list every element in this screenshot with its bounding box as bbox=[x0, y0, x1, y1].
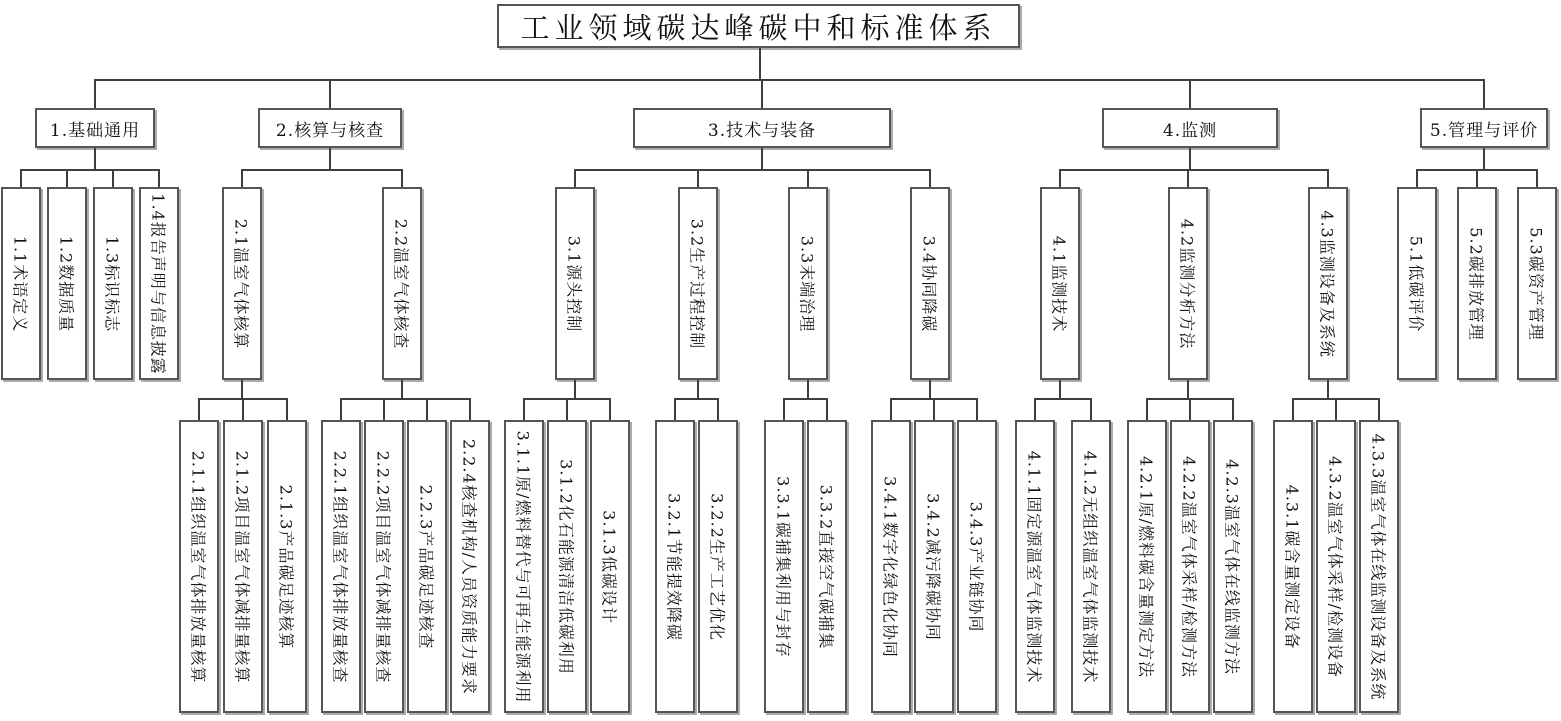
node-3-4-2 bbox=[914, 420, 954, 713]
category-box-3 bbox=[633, 108, 891, 148]
connector-line bbox=[759, 48, 761, 80]
connector-line bbox=[286, 399, 288, 420]
node-3-1-1-label: 3.1.1原/燃料替代与可再生能源利用 bbox=[513, 429, 533, 704]
node-2-2-3 bbox=[407, 420, 447, 713]
connector-line bbox=[241, 380, 243, 399]
category-box-4 bbox=[1102, 108, 1278, 148]
node-4-3-2 bbox=[1316, 420, 1356, 713]
node-4-3-1-label: 4.3.1碳含量测定设备 bbox=[1282, 484, 1302, 649]
node-4-2-1 bbox=[1127, 420, 1167, 713]
connector-line bbox=[697, 170, 699, 187]
node-2-1-3-label: 2.1.3产品碳足迹核算 bbox=[276, 484, 296, 649]
connector-line bbox=[933, 399, 935, 420]
node-3-4-3 bbox=[957, 420, 997, 713]
connector-line bbox=[1189, 80, 1191, 108]
connector-line bbox=[574, 169, 931, 171]
node-4-2-1-label: 4.2.1原/燃料碳含量测定方法 bbox=[1136, 455, 1156, 678]
connector-line bbox=[1327, 170, 1329, 187]
node-5-2 bbox=[1457, 187, 1497, 380]
connector-line bbox=[1189, 148, 1191, 170]
node-3-3-2 bbox=[807, 420, 847, 713]
node-2-1-2 bbox=[223, 420, 263, 713]
connector-line bbox=[783, 398, 828, 400]
node-4-2-2-label: 4.2.2温室气体采样/检测方法 bbox=[1179, 455, 1199, 678]
node-4-3-label: 4.3监测设备及系统 bbox=[1317, 209, 1337, 358]
connector-line bbox=[198, 399, 200, 420]
node-3-1-3-label: 3.1.3低碳设计 bbox=[599, 509, 619, 624]
connector-line bbox=[976, 399, 978, 420]
connector-line bbox=[66, 170, 68, 187]
node-4-1 bbox=[1040, 187, 1080, 380]
connector-line bbox=[1189, 399, 1191, 420]
connector-line bbox=[1335, 399, 1337, 420]
node-3-1-1 bbox=[504, 420, 544, 713]
node-4-2-3-label: 4.2.3温室气体在线监测方法 bbox=[1222, 458, 1242, 675]
node-4-3-1 bbox=[1273, 420, 1313, 713]
node-3-2-2-label: 3.2.2生产工艺优化 bbox=[707, 492, 727, 641]
node-3-2-2 bbox=[698, 420, 738, 713]
chart-title-box bbox=[497, 4, 1020, 48]
connector-line bbox=[401, 380, 403, 399]
node-1-3 bbox=[93, 187, 133, 380]
connector-line bbox=[929, 170, 931, 187]
category-box-2 bbox=[258, 108, 402, 148]
node-1-1-label: 1.1术语定义 bbox=[10, 235, 30, 332]
node-4-1-2-label: 4.1.2无组织温室气体监测技术 bbox=[1080, 450, 1100, 683]
node-2-2-3-label: 2.2.3产品碳足迹核查 bbox=[416, 484, 436, 649]
node-4-1-2 bbox=[1071, 420, 1111, 713]
node-2-1-1 bbox=[179, 420, 219, 713]
node-1-3-label: 1.3标识标志 bbox=[102, 235, 122, 332]
chart-title: 工业领域碳达峰碳中和标准体系 bbox=[520, 10, 997, 45]
node-1-1 bbox=[1, 187, 41, 380]
connector-line bbox=[1483, 148, 1485, 170]
node-2-2-4-label: 2.2.4核查机构/人员资质能力要求 bbox=[459, 438, 479, 695]
connector-line bbox=[1536, 170, 1538, 187]
node-1-2 bbox=[47, 187, 87, 380]
node-5-1-label: 5.1低碳评价 bbox=[1406, 235, 1426, 332]
connector-line bbox=[401, 170, 403, 187]
connector-line bbox=[1059, 169, 1329, 171]
node-4-3-2-label: 4.3.2温室气体采样/检测设备 bbox=[1325, 455, 1345, 678]
connector-line bbox=[674, 399, 676, 420]
node-2-2-2 bbox=[364, 420, 404, 713]
category-label-2: 2.核算与核查 bbox=[275, 120, 385, 141]
connector-line bbox=[1034, 398, 1092, 400]
node-5-2-label: 5.2碳排放管理 bbox=[1466, 226, 1486, 341]
node-3-4-3-label: 3.4.3产业链协同 bbox=[966, 501, 986, 632]
connector-line bbox=[94, 148, 96, 170]
connector-line bbox=[1378, 399, 1380, 420]
node-1-2-label: 1.2数据质量 bbox=[56, 235, 76, 332]
node-3-4 bbox=[910, 187, 950, 380]
connector-line bbox=[807, 170, 809, 187]
connector-line bbox=[674, 398, 719, 400]
connector-line bbox=[1187, 380, 1189, 399]
connector-line bbox=[826, 399, 828, 420]
node-2-1 bbox=[222, 187, 262, 380]
node-3-3-1-label: 3.3.1碳捕集利用与封存 bbox=[773, 475, 793, 658]
node-3-3 bbox=[788, 187, 828, 380]
connector-line bbox=[242, 399, 244, 420]
node-3-4-2-label: 3.4.2减污降碳协同 bbox=[923, 492, 943, 641]
connector-line bbox=[1146, 399, 1148, 420]
node-3-1 bbox=[555, 187, 595, 380]
connector-line bbox=[112, 170, 114, 187]
connector-line bbox=[1483, 80, 1485, 108]
node-2-2-1-label: 2.2.1组织温室气体排放量核查 bbox=[330, 450, 350, 683]
connector-line bbox=[329, 80, 331, 108]
category-label-1: 1.基础通用 bbox=[49, 120, 141, 141]
node-3-1-label: 3.1源头控制 bbox=[564, 235, 584, 332]
category-label-4: 4.监测 bbox=[1162, 120, 1218, 141]
connector-line bbox=[1090, 399, 1092, 420]
node-4-1-1 bbox=[1015, 420, 1055, 713]
connector-line bbox=[383, 399, 385, 420]
node-4-2 bbox=[1168, 187, 1208, 380]
connector-line bbox=[94, 79, 1485, 81]
connector-line bbox=[697, 380, 699, 399]
node-4-3-3 bbox=[1359, 420, 1399, 713]
node-3-2-label: 3.2生产过程控制 bbox=[687, 218, 707, 349]
connector-line bbox=[340, 399, 342, 420]
node-2-1-1-label: 2.1.1组织温室气体排放量核算 bbox=[188, 450, 208, 683]
node-3-4-1 bbox=[871, 420, 911, 713]
node-3-4-1-label: 3.4.1数字化绿色化协同 bbox=[880, 475, 900, 658]
node-4-3 bbox=[1308, 187, 1348, 380]
node-5-3-label: 5.3碳资产管理 bbox=[1526, 226, 1546, 341]
node-4-2-label: 4.2监测分析方法 bbox=[1177, 218, 1197, 349]
connector-line bbox=[890, 399, 892, 420]
node-5-3 bbox=[1517, 187, 1557, 380]
connector-line bbox=[929, 380, 931, 399]
category-label-3: 3.技术与装备 bbox=[707, 120, 817, 141]
connector-line bbox=[574, 170, 576, 187]
node-3-2 bbox=[678, 187, 718, 380]
node-2-1-2-label: 2.1.2项目温室气体减排量核算 bbox=[232, 450, 252, 683]
node-2-2-2-label: 2.2.2项目温室气体减排量核查 bbox=[373, 450, 393, 683]
node-3-1-2 bbox=[547, 420, 587, 713]
connector-line bbox=[783, 399, 785, 420]
connector-line bbox=[20, 169, 160, 171]
connector-line bbox=[329, 148, 331, 170]
connector-line bbox=[426, 399, 428, 420]
node-3-3-1 bbox=[764, 420, 804, 713]
node-3-1-2-label: 3.1.2化石能源清洁低碳利用 bbox=[556, 458, 576, 675]
connector-line bbox=[20, 170, 22, 187]
node-2-1-3 bbox=[267, 420, 307, 713]
node-1-4 bbox=[139, 187, 179, 380]
connector-line bbox=[609, 399, 611, 420]
category-box-1 bbox=[35, 108, 155, 148]
connector-line bbox=[523, 399, 525, 420]
node-3-4-label: 3.4协同降碳 bbox=[919, 235, 939, 332]
connector-line bbox=[1327, 380, 1329, 399]
connector-line bbox=[566, 399, 568, 420]
node-4-3-3-label: 4.3.3温室气体在线监测设备及系统 bbox=[1368, 433, 1388, 700]
node-3-3-2-label: 3.3.2直接空气碳捕集 bbox=[816, 484, 836, 649]
connector-line bbox=[158, 170, 160, 187]
node-4-1-1-label: 4.1.1固定源温室气体监测技术 bbox=[1024, 450, 1044, 683]
connector-line bbox=[1187, 170, 1189, 187]
node-2-2 bbox=[382, 187, 422, 380]
connector-line bbox=[241, 170, 243, 187]
category-label-5: 5.管理与评价 bbox=[1429, 120, 1539, 141]
connector-line bbox=[807, 380, 809, 399]
connector-line bbox=[469, 399, 471, 420]
connector-line bbox=[1292, 399, 1294, 420]
node-3-1-3 bbox=[590, 420, 630, 713]
connector-line bbox=[1059, 380, 1061, 399]
connector-line bbox=[761, 80, 763, 108]
node-2-2-label: 2.2温室气体核查 bbox=[391, 218, 411, 349]
connector-line bbox=[717, 399, 719, 420]
connector-line bbox=[574, 380, 576, 399]
node-4-2-2 bbox=[1170, 420, 1210, 713]
connector-line bbox=[94, 80, 96, 108]
connector-line bbox=[1232, 399, 1234, 420]
node-2-2-1 bbox=[321, 420, 361, 713]
node-5-1 bbox=[1397, 187, 1437, 380]
node-3-3-label: 3.3末端治理 bbox=[797, 235, 817, 332]
node-2-1-label: 2.1温室气体核算 bbox=[231, 218, 251, 349]
node-3-2-1 bbox=[655, 420, 695, 713]
node-4-2-3 bbox=[1213, 420, 1253, 713]
connector-line bbox=[241, 169, 403, 171]
connector-line bbox=[1476, 170, 1478, 187]
connector-line bbox=[1034, 399, 1036, 420]
node-4-1-label: 4.1监测技术 bbox=[1049, 235, 1069, 332]
category-box-5 bbox=[1420, 108, 1548, 148]
node-3-2-1-label: 3.2.1节能提效降碳 bbox=[664, 492, 684, 641]
node-2-2-4 bbox=[450, 420, 490, 713]
connector-line bbox=[1059, 170, 1061, 187]
node-1-4-label: 1.4报告声明与信息披露 bbox=[148, 192, 168, 375]
connector-line bbox=[340, 398, 471, 400]
connector-line bbox=[1416, 170, 1418, 187]
connector-line bbox=[761, 148, 763, 170]
